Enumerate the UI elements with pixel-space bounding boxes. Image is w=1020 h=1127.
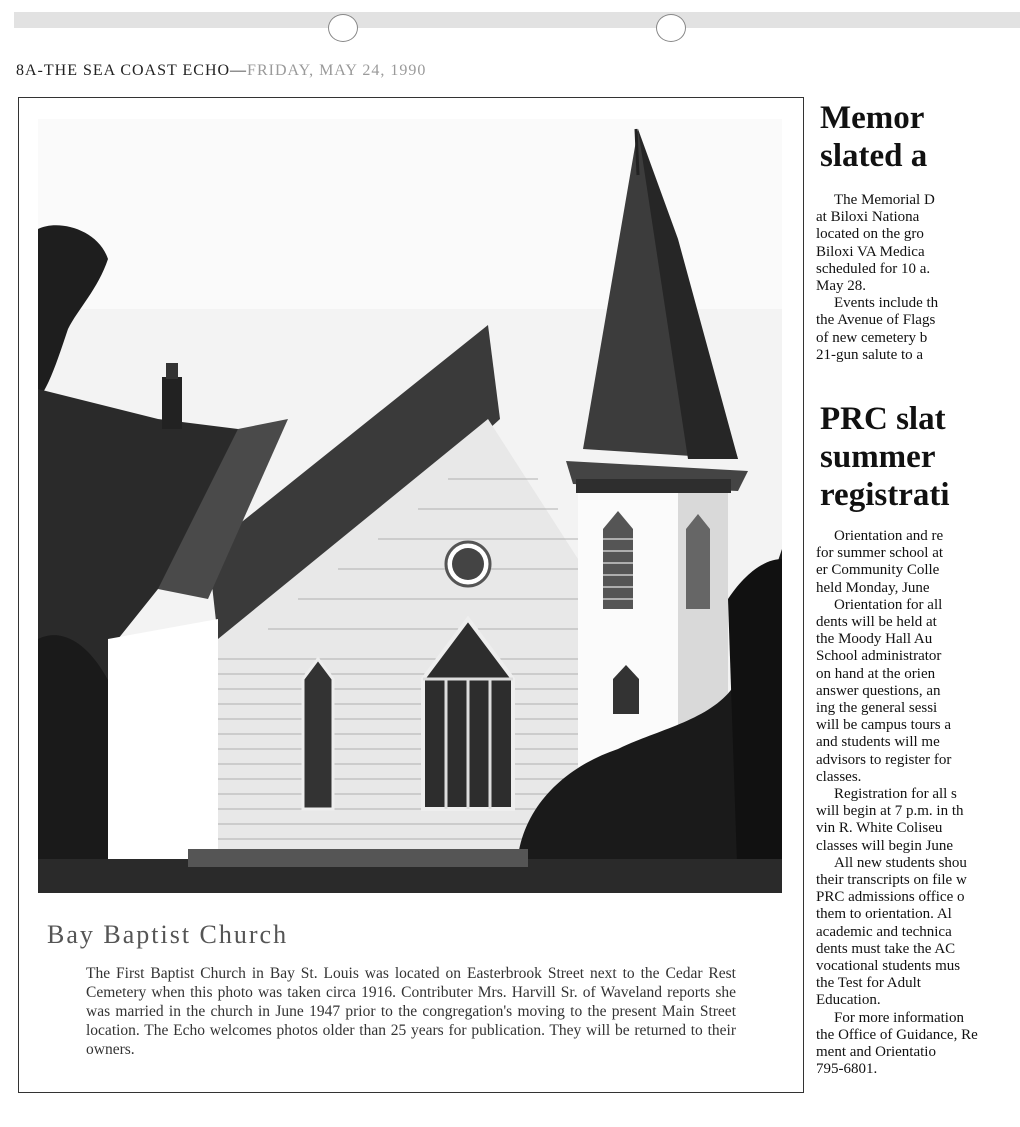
article-line: the Avenue of Flags <box>816 312 936 329</box>
article-line: advisors to register for <box>816 751 952 768</box>
prc-headline-line2: summer <box>820 439 936 475</box>
article-line: their transcripts on file w <box>816 872 967 889</box>
prc-headline-line3: registrati <box>820 477 950 513</box>
article-line: ing the general sessi <box>816 700 938 717</box>
folio-date: FRIDAY, MAY 24, 1990 <box>247 62 427 79</box>
memorial-article-body <box>816 192 1020 364</box>
page-folio <box>16 62 426 80</box>
article-line: classes. <box>816 768 862 785</box>
article-line: dents must take the AC <box>816 940 956 957</box>
article-line: scheduled for 10 a. <box>816 260 931 277</box>
article-line: Education. <box>816 992 881 1009</box>
memorial-headline-line1: Memor <box>820 100 925 136</box>
article-line: on hand at the orien <box>816 665 936 682</box>
article-line: 795-6801. <box>816 1061 878 1078</box>
article-line: answer questions, an <box>816 682 941 699</box>
article-line: Registration for all s <box>834 786 957 803</box>
photo-caption-text: The First Baptist Church in Bay St. Louis was located on Easterbrook Street next to the Cedar Rest Cemetery when this photo was taken circa 1916. Contributer Mrs. Harvill Sr. of Waveland reports she was married in the church in June 1947 prior to the congregation's moving to the present Main Street location. The Echo welcomes photos older than 25 years for publication. They will be returned to their owners. <box>86 965 736 1058</box>
memorial-headline-line2: slated a <box>820 138 928 174</box>
scan-top-band <box>14 12 1020 28</box>
article-line: and students will me <box>816 734 940 751</box>
article-line: for summer school at <box>816 545 944 562</box>
prc-article-body <box>816 528 1020 1079</box>
article-line: vin R. White Coliseu <box>816 820 943 837</box>
article-line: All new students shou <box>834 854 967 871</box>
folio-text: 8A-THE SEA COAST ECHO— <box>16 62 248 79</box>
article-line: will begin at 7 p.m. in th <box>816 803 964 820</box>
article-line: vocational students mus <box>816 958 961 975</box>
article-line: Orientation for all <box>834 596 943 613</box>
article-line: located on the gro <box>816 226 924 243</box>
article-line: Events include th <box>834 295 939 312</box>
article-line: The Memorial D <box>834 192 935 208</box>
article-line: May 28. <box>816 278 866 295</box>
church-illustration <box>38 119 782 893</box>
punch-hole-left <box>328 14 358 42</box>
article-line: the Test for Adult <box>816 975 921 992</box>
prc-headline-line1: PRC slat <box>820 401 946 437</box>
punch-hole-right <box>656 14 686 42</box>
article-line: classes will begin June <box>816 837 954 854</box>
article-line: 21-gun salute to a <box>816 346 924 363</box>
article-line: PRC admissions office o <box>816 889 965 906</box>
article-line: of new cemetery b <box>816 329 928 346</box>
article-line: them to orientation. Al <box>816 906 952 923</box>
article-line: will be campus tours a <box>816 717 951 734</box>
article-line: dents will be held at <box>816 614 937 631</box>
church-photo <box>38 119 782 893</box>
article-line: the Office of Guidance, Re <box>816 1026 978 1043</box>
article-line: For more information <box>834 1009 964 1026</box>
article-line: ment and Orientatio <box>816 1044 936 1061</box>
article-line: at Biloxi Nationa <box>816 209 920 226</box>
article-line: er Community Colle <box>816 562 940 579</box>
right-column <box>816 95 1020 1105</box>
article-line: Biloxi VA Medica <box>816 243 925 260</box>
article-line: Orientation and re <box>834 528 944 544</box>
article-line: the Moody Hall Au <box>816 631 933 648</box>
article-line: academic and technica <box>816 923 952 940</box>
article-line: School administrator <box>816 648 942 665</box>
article-line: held Monday, June <box>816 579 930 596</box>
photo-caption-title: Bay Baptist Church <box>47 920 289 949</box>
